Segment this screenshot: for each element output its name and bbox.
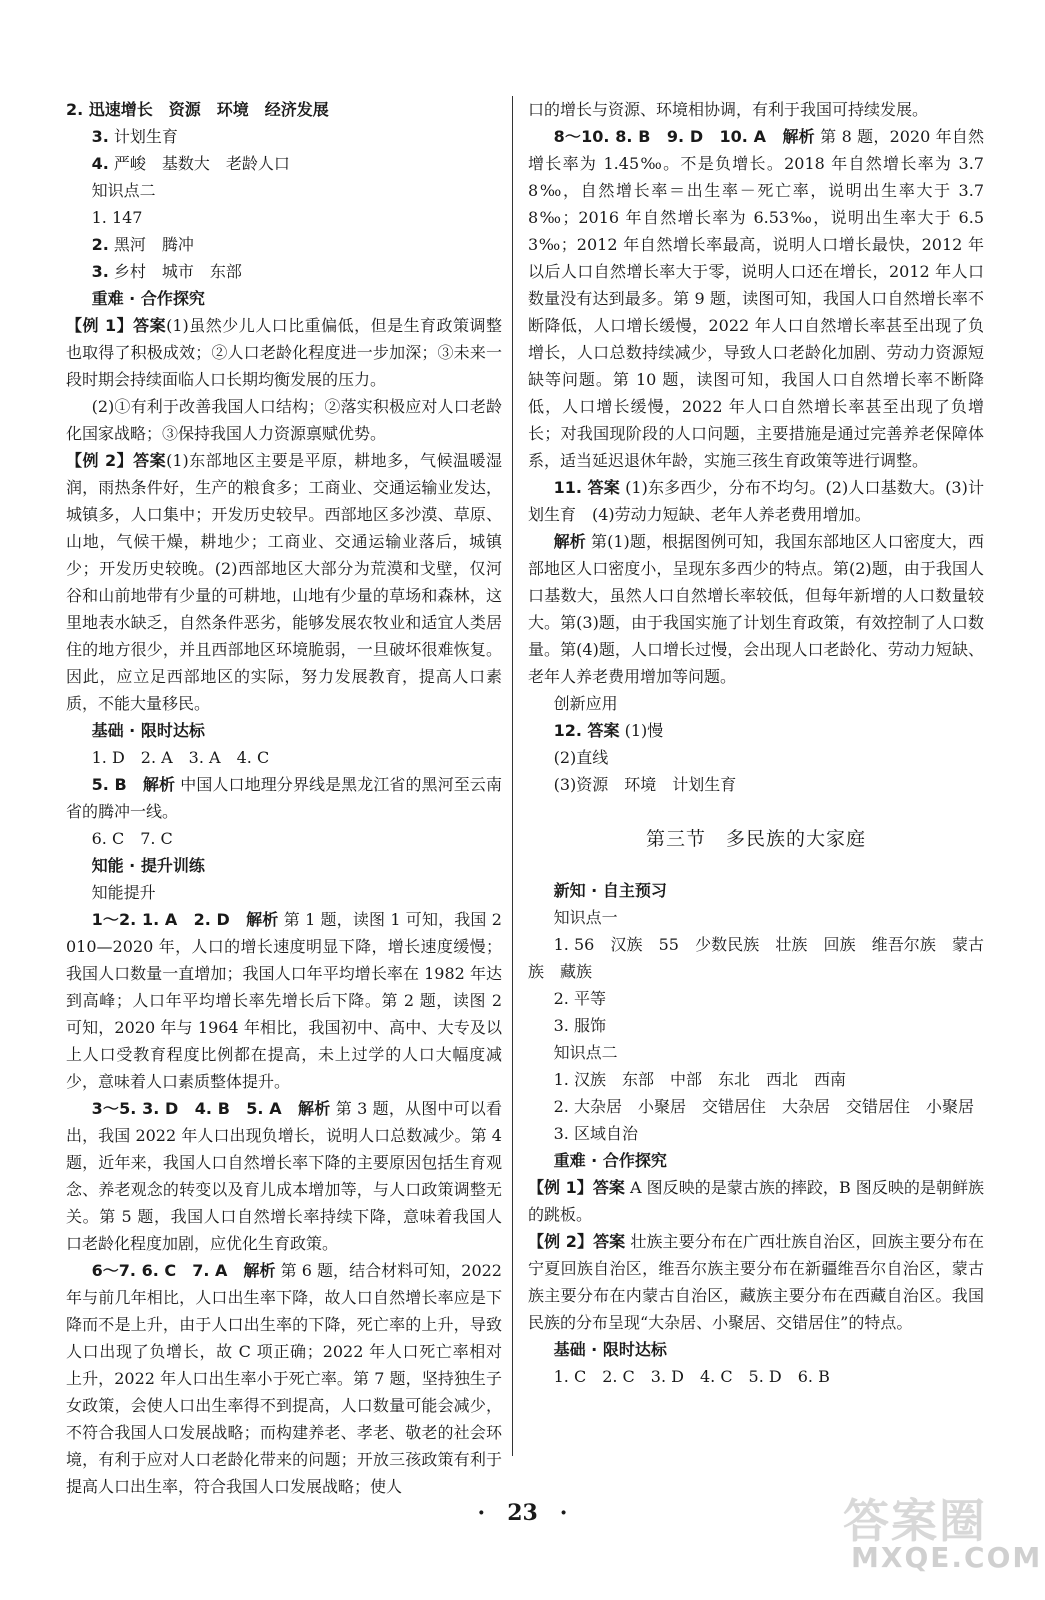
answer-key-label: 2.: [66, 100, 84, 119]
watermark-sub: MXQE.COM: [851, 1541, 1043, 1574]
answer-key-label: 【例 2】答案: [528, 1232, 626, 1251]
text-paragraph: [66, 123, 502, 150]
answer-key-label: 解析: [553, 532, 586, 551]
answer-key-label: 2.: [91, 235, 109, 254]
answer-text: 第 8 题，2020 年自然增长率为 1.45‰。不是负增长。2018 年自然增长率为 3.78‰，自然增长率＝出生率－死亡率，说明出生率大于 3.78‰；2016 年自然增长率为 6.53‰，说明出生率大于 6.53‰；2012 年自然增长率最高，说明人口增长最快，2012 年以后人口自然增长率大于零，说明人口还在增长，2012 年人口数量没有达到最多。第 9 题，读图可知，我国人口自然增长率不断降低，人口增长缓慢，2022 年人口自然增长率甚至出现了负增长，人口总数持续减少，导致人口老龄化加剧、劳动力资源短缺等问题。第 10 题，读图可知，我国人口自然增长率不断降低，人口增长缓慢，2022 年人口自然增长率甚至出现了负增长；对我国现阶段的人口问题，主要措施是通过完善养老保障体系，适当延迟退休年龄，实施三孩生育政策等进行调整。: [528, 127, 984, 470]
answer-key-label: 8～10. 8. B 9. D 10. A 解析: [553, 127, 815, 146]
answer-text: 第 1 题，读图 1 可知，我国 2010—2020 年，人口的增长速度明显下降，增长速度缓慢；我国人口数量一直增加；我国人口年平均增长率在 1982 年达到高峰；人口年平均增长率先增长后下降。第 2 题，读图 2 可知，2020 年与 1964 年相比，我国初中、高中、大专及以上人口受教育程度比例都在提高，未上过学的人口大幅度减少，意味着人口素质整体提升。: [66, 910, 502, 1091]
answer-text: 迅速增长 资源 环境 经济发展: [83, 100, 329, 119]
text-paragraph: 创新应用: [553, 694, 618, 713]
answer-key-label: 【例 2】答案: [66, 451, 167, 470]
text-paragraph: 1. 147: [91, 208, 143, 227]
text-paragraph: [66, 312, 502, 393]
answer-text: 严峻 基数大 老龄人口: [108, 154, 290, 173]
text-paragraph: [66, 771, 502, 825]
text-paragraph: [66, 231, 502, 258]
text-paragraph: [66, 258, 502, 285]
section-heading: 新知 · 自主预习: [553, 881, 667, 900]
text-paragraph: [66, 150, 502, 177]
text-paragraph: 知能提升: [91, 883, 156, 902]
text-paragraph: [528, 717, 984, 744]
text-paragraph: 6. C 7. C: [91, 829, 173, 848]
text-paragraph: 3. 服饰: [553, 1016, 606, 1035]
answer-key-label: 6～7. 6. C 7. A 解析: [91, 1261, 276, 1280]
text-paragraph: 1. 汉族 东部 中部 东北 西北 西南: [553, 1070, 846, 1089]
answer-text: 乡村 城市 东部: [108, 262, 242, 281]
text-paragraph: 1. D 2. A 3. A 4. C: [91, 748, 270, 767]
answer-text: 壮族主要分布在广西壮族自治区，回族主要分布在宁夏回族自治区，维吾尔族主要分布在新疆维吾尔自治区，蒙古族主要分布在内蒙古自治区，藏族主要分布在西藏自治区。我国民族的分布呈现“大杂居、小聚居、交错居住”的特点。: [528, 1232, 984, 1332]
section-heading: 重难 · 合作探究: [553, 1151, 667, 1170]
text-paragraph: 知识点二: [553, 1043, 618, 1062]
text-paragraph: [528, 123, 984, 474]
text-paragraph: 2. 大杂居 小聚居 交错居住 大杂居 交错居住 小聚居: [553, 1097, 974, 1116]
text-paragraph: 知识点二: [91, 181, 156, 200]
text-paragraph: [528, 528, 984, 690]
section-heading: 重难 · 合作探究: [91, 289, 205, 308]
text-paragraph: [66, 1095, 502, 1257]
section-heading: 知能 · 提升训练: [91, 856, 205, 875]
column-divider: [512, 96, 513, 1456]
answer-key-label: 12. 答案: [553, 721, 620, 740]
answer-text: (1)东多西少，分布不均匀。(2)人口基数大。(3)计划生育 (4)劳动力短缺、老年人养老费用增加。: [528, 478, 984, 524]
answer-key-label: 3～5. 3. D 4. B 5. A 解析: [91, 1099, 331, 1118]
answer-text: 第 3 题，从图中可以看出，我国 2022 年人口出现负增长，说明人口总数减少。第 4 题，近年来，我国人口自然增长率下降的主要原因包括生育观念、养老观念的转变以及育儿成本增加等，与人口政策调整无关。第 5 题，我国人口自然增长率持续下降，意味着我国人口老龄化程度加剧，应优化生育政策。: [66, 1099, 502, 1253]
text-paragraph: [528, 1228, 984, 1336]
answer-key-label: 3.: [91, 262, 109, 281]
answer-text: 中国人口地理分界线是黑龙江省的黑河至云南省的腾冲一线。: [66, 775, 502, 821]
left-column: [66, 96, 502, 1500]
answer-key-label: 11. 答案: [553, 478, 620, 497]
page-number: · 23 ·: [477, 1500, 568, 1526]
answer-text: (1)虽然少儿人口比重偏低，但是生育政策调整也取得了积极成效；②人口老龄化程度进一步加深；③未来一段时期会持续面临人口长期均衡发展的压力。: [66, 316, 502, 389]
section-heading: [66, 96, 502, 123]
text-paragraph: (3)资源 环境 计划生育: [553, 775, 737, 794]
section-heading: 基础 · 限时达标: [553, 1340, 667, 1359]
answer-key-label: 3.: [91, 127, 109, 146]
text-paragraph: (2)①有利于改善我国人口结构；②落实积极应对人口老龄化国家战略；③保持我国人力资源禀赋优势。: [66, 397, 502, 443]
right-column: [528, 96, 984, 1390]
answer-text: A 图反映的是蒙古族的摔跤，B 图反映的是朝鲜族的跳板。: [528, 1178, 984, 1224]
answer-text: 黑河 腾冲: [108, 235, 194, 254]
watermark-logo: [833, 1485, 1043, 1580]
answer-key-label: 1～2. 1. A 2. D 解析: [91, 910, 279, 929]
answer-text: 第(1)题，根据图例可知，我国东部地区人口密度大，西部地区人口密度小，呈现东多西少的特点。第(2)题，由于我国人口基数大，虽然人口自然增长率较低，但每年新增的人口数量较大。第(3)题，由于我国实施了计划生育政策，有效控制了人口数量。第(4)题，人口增长过慢，会出现人口老龄化、劳动力短缺、老年人养老费用增加等问题。: [528, 532, 984, 686]
text-paragraph: 2. 平等: [553, 989, 606, 1008]
text-paragraph: [66, 906, 502, 1095]
section-heading: 基础 · 限时达标: [91, 721, 205, 740]
answer-text: 计划生育: [108, 127, 178, 146]
text-paragraph: 口的增长与资源、环境相协调，有利于我国可持续发展。: [528, 100, 929, 119]
text-paragraph: 知识点一: [553, 908, 618, 927]
text-paragraph: [528, 1174, 984, 1228]
text-paragraph: [528, 474, 984, 528]
answer-text: (1)慢: [619, 721, 664, 740]
answer-text: (1)东部地区主要是平原，耕地多，气候温暖湿润，雨热条件好，生产的粮食多；工商业、交通运输业发达，城镇多，人口集中；开发历史较早。西部地区多沙漠、草原、山地，气候干燥，耕地少；工商业、交通运输业落后，城镇少；开发历史较晚。(2)西部地区大部分为荒漠和戈壁，仅河谷和山前地带有少量的可耕地，山地有少量的草场和森林，这里地表水缺乏，自然条件恶劣，能够发展农牧业和适宜人类居住的地方很少，并且西部地区环境脆弱，一旦破坏很难恢复。因此，应立足西部地区的实际，努力发展教育，提高人口素质，不能大量移民。: [66, 451, 502, 713]
answer-key-label: 【例 1】答案: [66, 316, 167, 335]
answer-key-label: 5. B 解析: [91, 775, 176, 794]
text-paragraph: 1. C 2. C 3. D 4. C 5. D 6. B: [553, 1367, 830, 1386]
text-paragraph: 3. 区域自治: [553, 1124, 638, 1143]
text-paragraph: [66, 447, 502, 717]
section-title: 第三节 多民族的大家庭: [645, 828, 866, 850]
watermark-main: 答案圈: [843, 1494, 987, 1548]
text-paragraph: [66, 1257, 502, 1500]
answer-key-label: 【例 1】答案: [528, 1178, 625, 1197]
answer-text: 第 6 题，结合材料可知，2022 年与前几年相比，人口出生率下降，故人口自然增长率应是下降而不是上升，由于人口出生率的下降，死亡率的上升，导致人口出现了负增长，故 C 项正确；2022 年人口死亡率相对上升，2022 年人口出生率小于死亡率。第 7 题，坚持独生子女政策，会使人口出生率得不到提高，人口数量可能会减少，不符合我国人口发展战略；而构建养老、孝老、敬老的社会环境，有利于应对人口老龄化带来的问题；开放三孩政策有利于提高人口出生率，符合我国人口发展战略；使人: [66, 1261, 502, 1496]
text-paragraph: 1. 56 汉族 55 少数民族 壮族 回族 维吾尔族 蒙古族 藏族: [528, 935, 984, 981]
text-paragraph: (2)直线: [553, 748, 609, 767]
answer-key-label: 4.: [91, 154, 109, 173]
